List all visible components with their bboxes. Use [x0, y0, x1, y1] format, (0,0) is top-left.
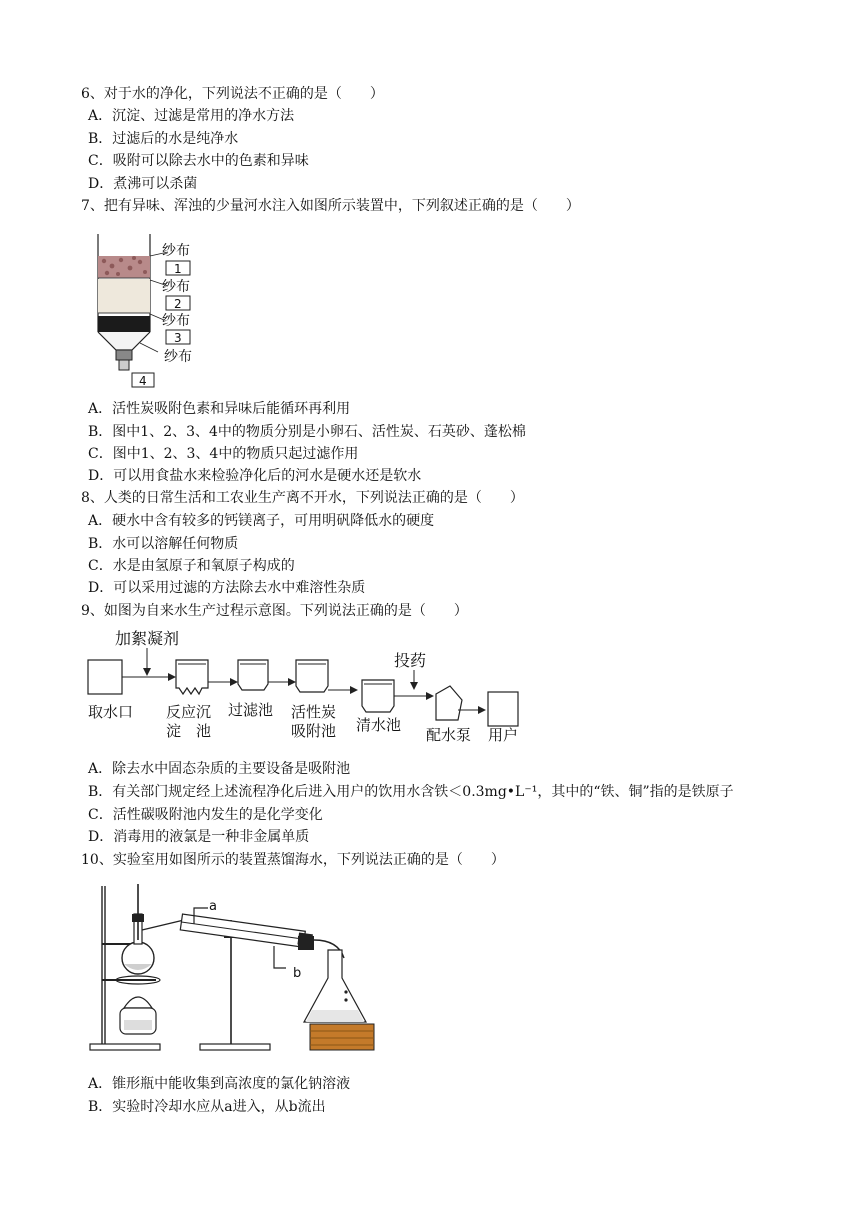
- intake-label: 取水口: [88, 703, 134, 721]
- intake-box: [88, 660, 122, 694]
- q7-option-a: A．活性炭吸附色素和异味后能循环再利用: [88, 401, 351, 417]
- outlet-b-label: b: [293, 966, 302, 981]
- q8-option-c: C．水是由氢原子和氧原子构成的: [88, 558, 295, 574]
- q9-option-a: A．除去水中固态杂质的主要设备是吸附池: [88, 761, 351, 777]
- q8-option-a: A．硬水中含有较多的钙镁离子，可用明矾降低水的硬度: [88, 513, 435, 529]
- q6-option-c: C．吸附可以除去水中的色素和异味: [88, 153, 309, 169]
- q9-option-d: D．消毒用的液氯是一种非金属单质: [88, 829, 310, 845]
- clear-water-label: 清水池: [356, 716, 402, 734]
- q7-stem: 7、把有异味、浑浊的少量河水注入如图所示装置中，下列叙述正确的是（ ）: [81, 198, 580, 214]
- carbon-label-2: 吸附池: [291, 722, 337, 740]
- q6-option-d: D．煮沸可以杀菌: [88, 176, 198, 192]
- q7-option-d: D．可以用食盐水来检验净化后的河水是硬水还是软水: [88, 468, 422, 484]
- sedimentation-tank: [176, 660, 208, 694]
- q10-distillation-figure: [88, 880, 388, 1056]
- reaction-label-1: 反应沉: [166, 703, 212, 721]
- cloth-label-2: 纱布: [162, 279, 190, 295]
- q8-stem: 8、人类的日常生活和工农业生产离不开水，下列说法正确的是（ ）: [81, 490, 524, 506]
- q10-option-a: A．锥形瓶中能收集到高浓度的氯化钠溶液: [88, 1076, 351, 1092]
- clear-water-tank: [362, 680, 394, 712]
- layer-3-label: 3: [174, 331, 182, 345]
- carbon-layer: [98, 316, 150, 332]
- condenser: [180, 914, 313, 948]
- user-label: 用户: [488, 726, 519, 744]
- q9-stem: 9、如图为自来水生产过程示意图。下列说法正确的是（ ）: [81, 603, 468, 619]
- q7-filter-figure: [88, 228, 218, 390]
- q6-stem: 6、对于水的净化，下列说法不正确的是（ ）: [81, 86, 384, 102]
- cloth-label-3: 纱布: [162, 313, 190, 329]
- sand-layer: [98, 279, 150, 313]
- q7-option-c: C．图中1、2、3、4中的物质只起过滤作用: [88, 446, 359, 462]
- layer-2-label: 2: [174, 297, 182, 311]
- q8-option-d: D．可以采用过滤的方法除去水中难溶性杂质: [88, 580, 366, 596]
- q6-option-b: B．过滤后的水是纯净水: [88, 131, 239, 147]
- q10-stem: 10、实验室用如图所示的装置蒸馏海水，下列说法正确的是（ ）: [81, 852, 505, 868]
- wooden-block: [310, 1024, 374, 1050]
- q6-option-a: A．沉淀、过滤是常用的净水方法: [88, 108, 295, 124]
- q9-waterworks-figure: [84, 624, 534, 748]
- pump-label: 配水泵: [426, 726, 472, 744]
- layer-1-label: 1: [174, 262, 182, 276]
- filter-label: 过滤池: [228, 701, 274, 719]
- carbon-label-1: 活性炭: [291, 703, 337, 721]
- flocculant-label: 加絮凝剂: [115, 629, 180, 648]
- layer-4-label: 4: [139, 374, 147, 388]
- q9-option-c: C．活性碳吸附池内发生的是化学变化: [88, 807, 323, 823]
- dosing-label: 投药: [394, 651, 427, 670]
- carbon-tank: [296, 660, 328, 692]
- cloth-label-1: 纱布: [162, 243, 190, 259]
- inlet-a-label: a: [209, 899, 217, 914]
- q10-option-b: B．实验时冷却水应从a进入，从b流出: [88, 1099, 326, 1115]
- user-box: [488, 692, 518, 726]
- pump-shape: [436, 686, 462, 720]
- q8-option-b: B．水可以溶解任何物质: [88, 536, 239, 552]
- q7-option-b: B．图中1、2、3、4中的物质分别是小卵石、活性炭、石英砂、蓬松棉: [88, 424, 526, 440]
- q9-option-b: B．有关部门规定经上述流程净化后进入用户的饮用水含铁＜0.3mg•L⁻¹，其中的“铁、铜”指的是铁原子: [88, 784, 734, 800]
- reaction-label-2: 淀 池: [166, 722, 212, 740]
- cloth-label-4: 纱布: [164, 349, 192, 365]
